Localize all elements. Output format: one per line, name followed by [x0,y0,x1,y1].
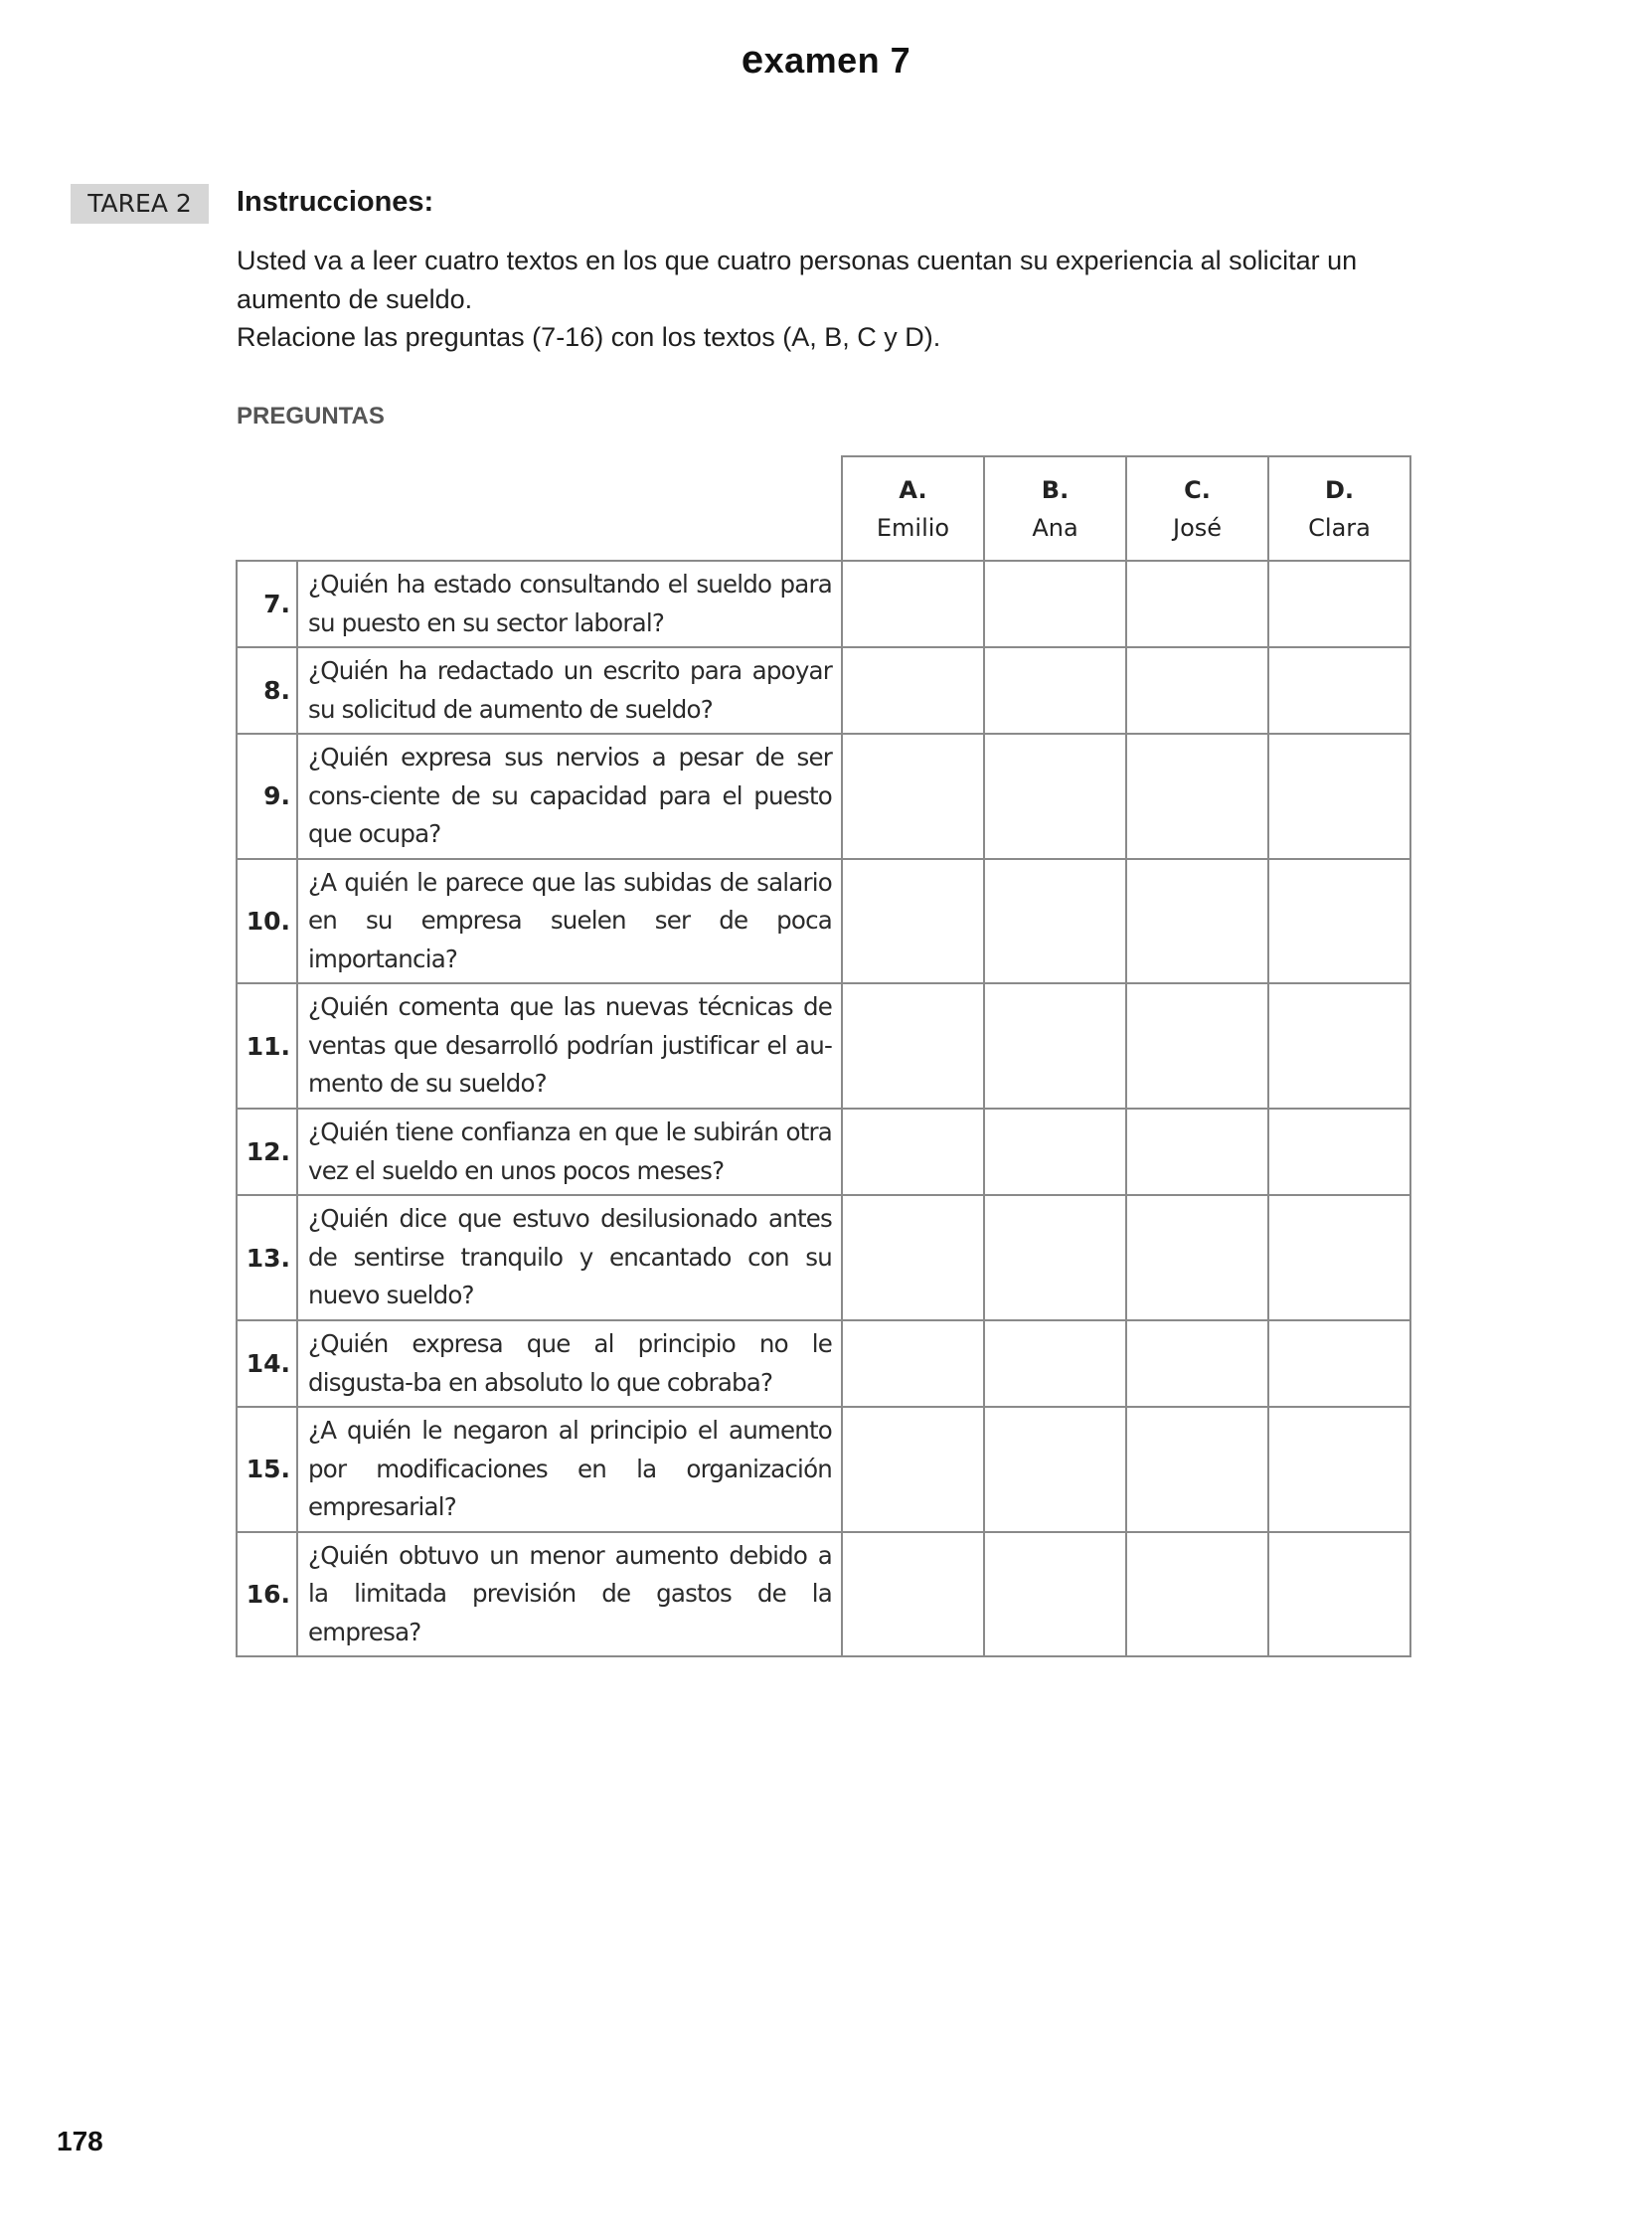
option-header-c [1126,456,1268,561]
answer-cell-a[interactable] [842,983,984,1109]
option-letter: D. [1324,475,1355,504]
question-text: ¿Quién ha estado consultando el sueldo para su puesto en su sector laboral? [297,561,842,647]
exam-title-rest: xamen 7 [763,40,911,81]
answer-cell-b[interactable] [984,1407,1126,1532]
question-row [237,983,1410,1109]
question-row [237,1195,1410,1320]
option-name: Clara [1308,513,1371,542]
answer-cell-d[interactable] [1268,1320,1410,1407]
question-number: 11. [237,983,297,1109]
answer-cell-c[interactable] [1126,859,1268,984]
option-name: José [1172,513,1223,542]
question-number: 14. [237,1320,297,1407]
question-row [237,734,1410,859]
question-number: 16. [237,1532,297,1657]
answer-cell-c[interactable] [1126,561,1268,647]
question-row [237,1407,1410,1532]
answer-cell-d[interactable] [1268,1195,1410,1320]
instructions-body [237,242,1439,357]
question-text: ¿Quién obtuvo un menor aumento debido a la limitada previsión de gastos de la empresa? [297,1532,842,1657]
exam-title [0,38,1652,83]
question-text: ¿Quién dice que estuvo desilusionado antes de sentirse tranquilo y encantado con su nuevo sueldo? [297,1195,842,1320]
answer-cell-d[interactable] [1268,1407,1410,1532]
answer-cell-b[interactable] [984,859,1126,984]
answer-cell-a[interactable] [842,859,984,984]
answer-cell-b[interactable] [984,647,1126,734]
question-number: 13. [237,1195,297,1320]
page-number: 178 [57,2126,103,2156]
question-text: ¿A quién le parece que las subidas de salario en su empresa suelen ser de poca importancia? [297,859,842,984]
answer-cell-b[interactable] [984,1109,1126,1195]
question-text: ¿Quién expresa sus nervios a pesar de ser cons-ciente de su capacidad para el puesto que ocupa? [297,734,842,859]
header-blank-cell [237,456,842,561]
option-letter: B. [1041,475,1070,504]
answer-cell-b[interactable] [984,734,1126,859]
questions-table [236,455,1411,1657]
option-header-b [984,456,1126,561]
question-row [237,647,1410,734]
answer-cell-c[interactable] [1126,734,1268,859]
option-name: Emilio [876,513,950,542]
question-number: 15. [237,1407,297,1532]
instructions-line: Relacione las preguntas (7-16) con los textos (A, B, C y D). [237,322,941,352]
question-text: ¿Quién ha redactado un escrito para apoyar su solicitud de aumento de sueldo? [297,647,842,734]
answer-cell-a[interactable] [842,1320,984,1407]
option-letter: A. [899,475,927,504]
answer-cell-b[interactable] [984,983,1126,1109]
question-text: ¿Quién comenta que las nuevas técnicas de ventas que desarrolló podrían justificar el au-mento de su sueldo? [297,983,842,1109]
answer-cell-b[interactable] [984,1532,1126,1657]
answer-cell-d[interactable] [1268,1532,1410,1657]
question-row [237,1320,1410,1407]
answer-cell-d[interactable] [1268,1109,1410,1195]
option-header-a [842,456,984,561]
option-header-d [1268,456,1410,561]
answer-cell-d[interactable] [1268,561,1410,647]
answer-cell-a[interactable] [842,647,984,734]
answer-cell-c[interactable] [1126,647,1268,734]
question-number: 8. [237,647,297,734]
question-number: 10. [237,859,297,984]
question-text: ¿Quién tiene confianza en que le subirán otra vez el sueldo en unos pocos meses? [297,1109,842,1195]
answer-cell-d[interactable] [1268,859,1410,984]
answer-cell-c[interactable] [1126,1195,1268,1320]
question-number: 12. [237,1109,297,1195]
answer-cell-a[interactable] [842,1532,984,1657]
question-number: 9. [237,734,297,859]
question-number: 7. [237,561,297,647]
answer-cell-b[interactable] [984,561,1126,647]
answer-cell-a[interactable] [842,734,984,859]
answer-cell-d[interactable] [1268,647,1410,734]
options-header-row [237,456,1410,561]
answer-cell-b[interactable] [984,1320,1126,1407]
exam-title-initial: e [741,38,764,82]
instructions-heading: Instrucciones: [237,186,434,218]
question-row [237,1532,1410,1657]
question-text: ¿Quién expresa que al principio no le disgusta-ba en absoluto lo que cobraba? [297,1320,842,1407]
answer-cell-d[interactable] [1268,983,1410,1109]
answer-cell-a[interactable] [842,1195,984,1320]
question-row [237,859,1410,984]
answer-cell-c[interactable] [1126,1532,1268,1657]
answer-cell-d[interactable] [1268,734,1410,859]
option-letter: C. [1184,475,1211,504]
questions-label: PREGUNTAS [237,403,385,430]
option-name: Ana [1032,513,1078,542]
answer-cell-c[interactable] [1126,983,1268,1109]
answer-cell-c[interactable] [1126,1109,1268,1195]
answer-cell-a[interactable] [842,1407,984,1532]
answer-cell-a[interactable] [842,561,984,647]
answer-cell-a[interactable] [842,1109,984,1195]
answer-cell-b[interactable] [984,1195,1126,1320]
instructions-line: Usted va a leer cuatro textos en los que cuatro personas cuentan su experiencia al solicitar un aumento de sueldo. [237,246,1358,314]
question-row [237,561,1410,647]
question-text: ¿A quién le negaron al principio el aumento por modificaciones en la organización empresarial? [297,1407,842,1532]
answer-cell-c[interactable] [1126,1407,1268,1532]
answer-cell-c[interactable] [1126,1320,1268,1407]
question-row [237,1109,1410,1195]
task-badge: TAREA 2 [71,184,209,224]
